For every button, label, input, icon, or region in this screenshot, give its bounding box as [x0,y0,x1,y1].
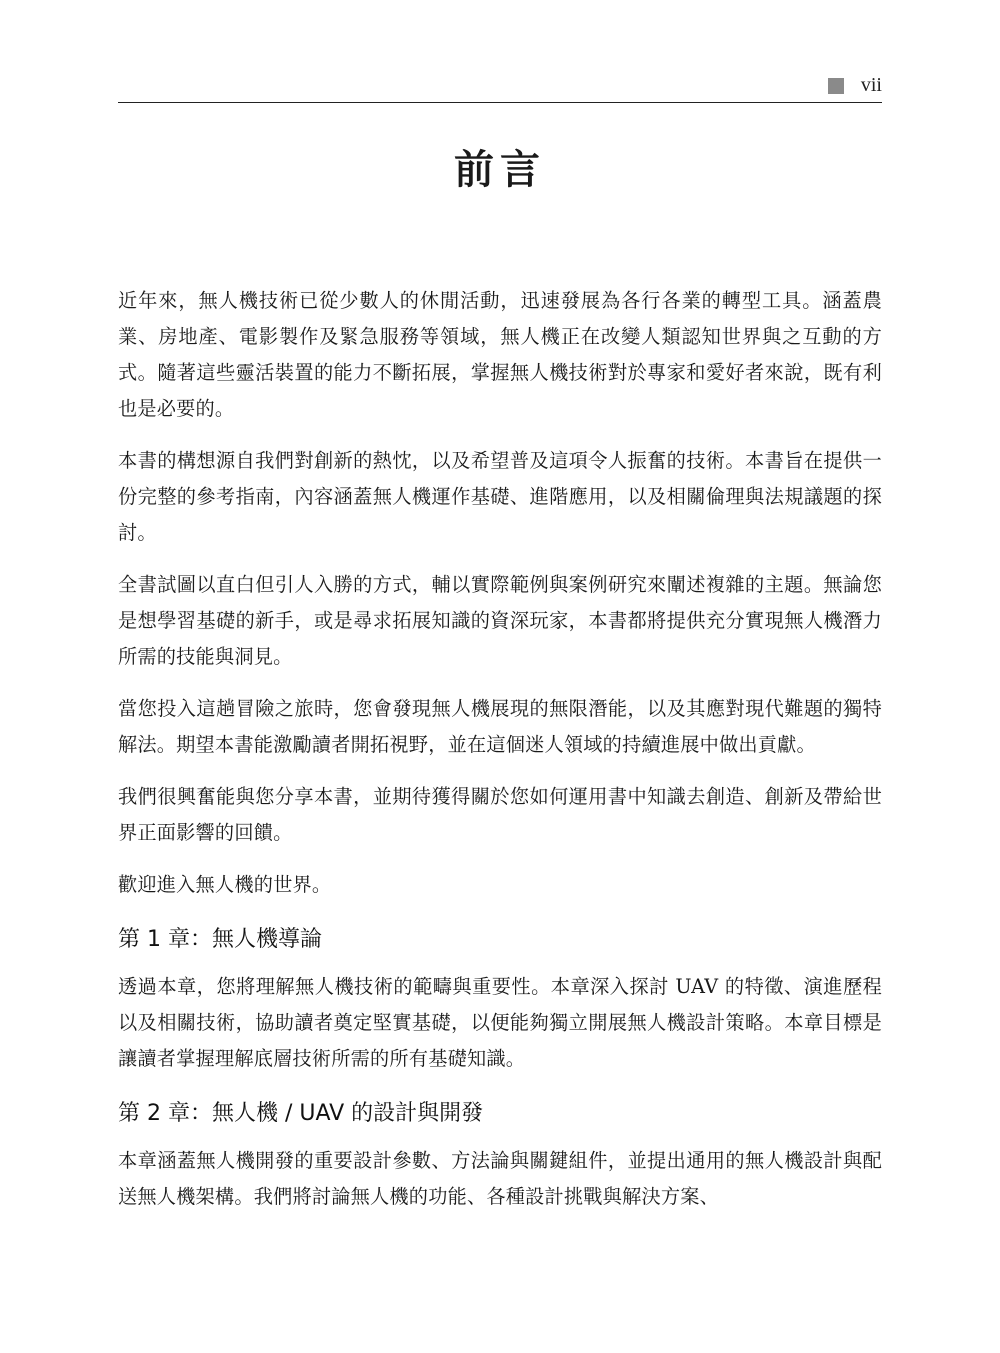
preface-paragraph-3: 全書試圖以直白但引人入勝的方式，輔以實際範例與案例研究來闡述複雜的主題。無論您是想學習基礎的新手，或是尋求拓展知識的資深玩家，本書都將提供充分實現無人機潛力所需的技能與洞見。 [118,573,882,668]
preface-paragraph-2: 本書的構想源自我們對創新的熱忱，以及希望普及這項令人振奮的技術。本書旨在提供一份完整的參考指南，內容涵蓋無人機運作基礎、進階應用，以及相關倫理與法規議題的探討。 [118,449,882,544]
page-body [118,283,882,1231]
chapter-2-heading: 第 2 章：無人機 / UAV 的設計與開發 [118,1101,484,1126]
running-head [118,72,882,103]
chapter-1-heading: 第 1 章：無人機導論 [118,927,322,952]
square-marker-icon [828,78,844,94]
preface-paragraph-6: 歡迎進入無人機的世界。 [118,873,332,896]
page-number: vii [860,74,882,96]
preface-paragraph-5: 我們很興奮能與您分享本書，並期待獲得關於您如何運用書中知識去創造、創新及帶給世界正面影響的回饋。 [118,785,882,844]
preface-paragraph-1: 近年來，無人機技術已從少數人的休閒活動，迅速發展為各行各業的轉型工具。涵蓋農業、房地產、電影製作及緊急服務等領域，無人機正在改變人類認知世界與之互動的方式。隨著這些靈活裝置的能力不斷拓展，掌握無人機技術對於專家和愛好者來說，既有利也是必要的。 [118,289,882,420]
page-title: 前言 [454,146,546,193]
chapter-2-summary: 本章涵蓋無人機開發的重要設計參數、方法論與關鍵組件，並提出通用的無人機設計與配送無人機架構。我們將討論無人機的功能、各種設計挑戰與解決方案、 [118,1149,882,1208]
chapter-1-summary: 透過本章，您將理解無人機技術的範疇與重要性。本章深入探討 UAV 的特徵、演進歷程以及相關技術，協助讀者奠定堅實基礎，以便能夠獨立開展無人機設計策略。本章目標是讓讀者掌握理解底層技術所需的所有基礎知識。 [118,975,882,1070]
preface-paragraph-4: 當您投入這趟冒險之旅時，您會發現無人機展現的無限潛能，以及其應對現代難題的獨特解法。期望本書能激勵讀者開拓視野，並在這個迷人領域的持續進展中做出貢獻。 [118,697,882,756]
